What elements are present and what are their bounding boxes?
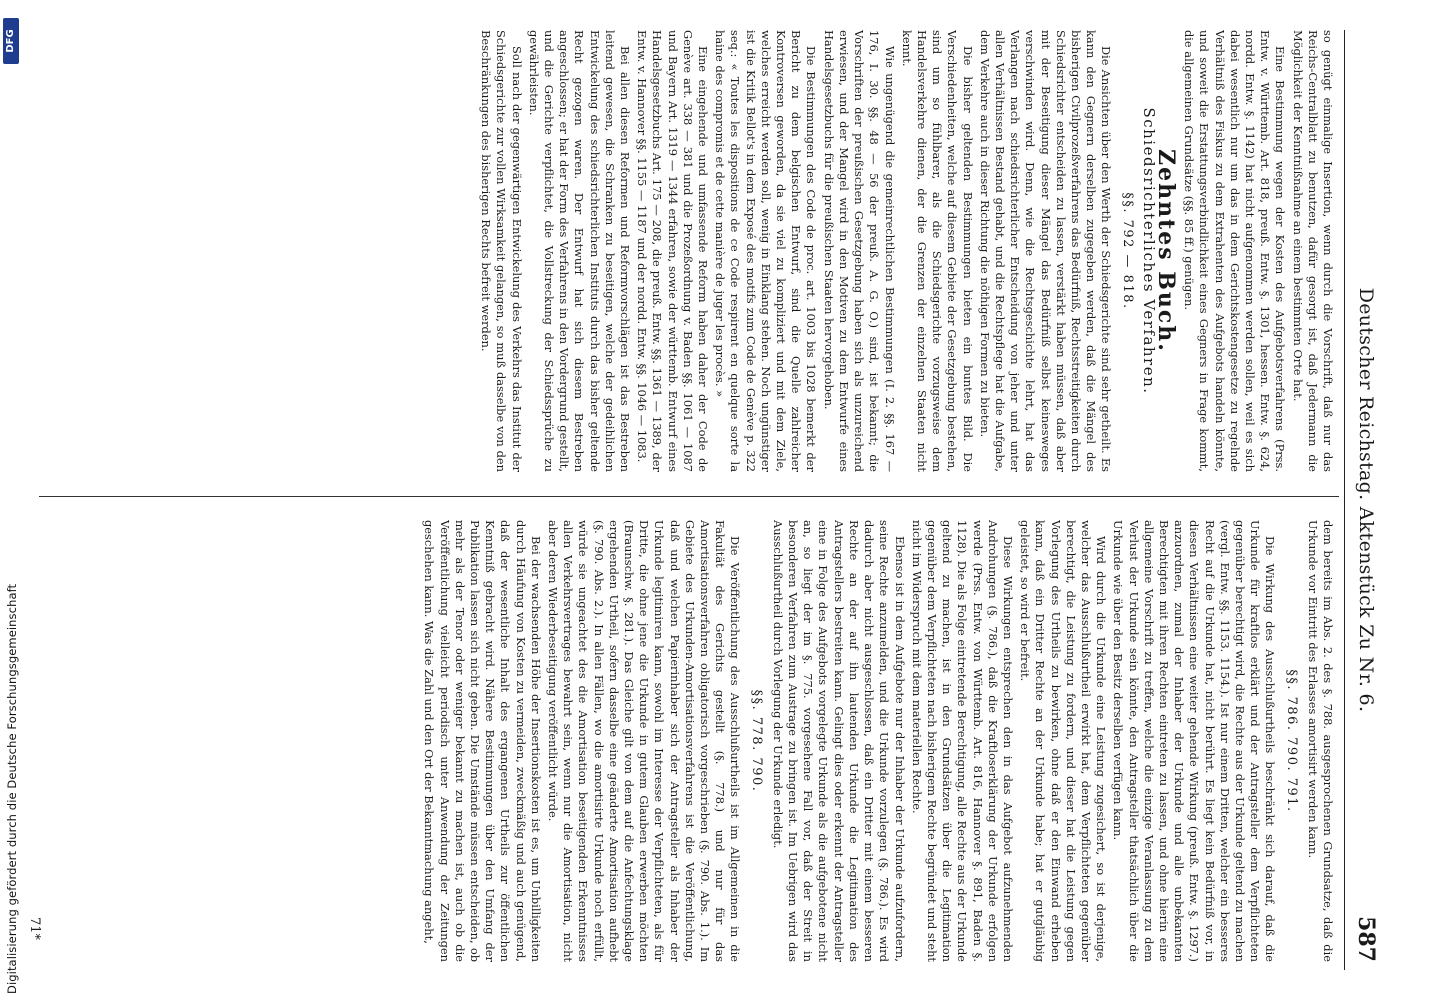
paragraph: Eine eingehende und umfassende Reform haben daher der Code de Genève art. 338 — 381 und die Prozeßordnung v. Baden §§. 1061 — 1087 und Bayern Art. 1319 — 1344 erfahren, sowie der württemb. Entwurf eines Handelsgesetzbuchs Art. 175 — 208, die preuß. Entw. §§. 1361 — 1389, der Entw. v. Hannover §§. 1155 — 1187 und der nordd. Entw. §§. 1046 — 1083.: [635, 30, 711, 472]
page-number: 587: [1353, 916, 1379, 962]
document-page: [13, 30, 1383, 970]
paragraph: Wird durch die Urkunde eine Leistung zugesichert, so ist derjenige, welcher das Ausschlußurtheil erwirkt hat, dem Verpflichteten gegenüber berechtigt, die Leistung zu fordern, und dieser hat die Leistung gegen Vorlegung des Urtheils zu bewirken, ohne daß er den Einwand erheben kann, daß ein Dritter Rechte an der Urkunde habe; hat er gutgläubig geleistet, so wird er befreit.: [1018, 520, 1109, 962]
paragraph: Wie ungenügend die gemeinrechtlichen Bestimmungen (I. 2. §§. 167 — 176, I. 30. §§. 48 — 56 der preuß. A. G. O.) sind, ist bekannt; die Vorschriften der preußischen Gesetzgebung haben sich als unzureichend erwiesen, und der Mangel wird in den Motiven zu dem Entwurfe eines Handelsgesetzbuchs für die preußischen Staaten hervorgehoben.: [821, 30, 897, 472]
digitization-credit: Digitalisierung gefördert durch die Deutsche Forschungsgemeinschaft: [5, 583, 19, 994]
paragraph: Bei der wachsenden Höhe der Insertionskosten ist es, um Unbilligkeiten durch Häufung von Kosten zu vermeiden, zweckmäßig und auch genügend, daß der wesentliche Inhalt des ergangenen Urtheils zur öffentlichen Kenntniß gebracht wird. Nähere Bestimmungen über den Umfang der Publikation lassen sich nicht geben. Die Umstände müssen entscheiden, ob mehr als der Tenor oder weniger bekannt zu machen ist, auch ob die Veröffentlichung vielleicht periodisch unter Anwendung der Zeitungen geschehen kann. Was die Zahl und den Ort der Bekanntmachung angeht,: [422, 520, 543, 962]
printer-signature: 71*: [27, 916, 42, 940]
paragraph: Diese Wirkungen entsprechen den in das Aufgebot aufzunehmenden Androhungen (§. 786.), daß die Kraftloserklärung der Urkunde erfolgen werde (Prss. Entw. von Württemb. Art. 816, Hannover §. 891, Baden §. 1128). Die als Folge eintretende Berechtigung, alle Rechte aus der Urkunde geltend zu machen, ist in den Grundsätzen über die Legitimation gegenüber dem Verpflichteten nach bisherigem Rechte begründet und steht nicht im Widerspruch mit dem materiellen Rechte.: [909, 520, 1015, 962]
paragraph: Die bisher geltenden Bestimmungen bieten ein buntes Bild. Die Verschiedenheiten, welche auf diesem Gebiete der Gesetzgebung bestehen, sind um so fühlbarer, als die Schiedsgerichte vorzugsweise dem Handelsverkehre dienen, der die Grenzen der einzelnen Staaten nicht kennt.: [899, 30, 975, 472]
paragraph: Die Veröffentlichung des Ausschlußurtheils ist im Allgemeinen in die Fakultät des Gerichts gestellt (§. 778.) und nur für das Amortisationsverfahren obligatorisch vorgeschrieben (§. 790. Abs. 1.). Im Gebiete des Urkunden-Amortisationsverfahrens ist die Veröffentlichung, daß und welchen Papierinhaber sich der Antragsteller als Inhaber der Urkunde legitimiren kann, sowohl im Interesse der Verpflichteten, als für Dritte, die ohne jene die Urkunde in gutem Glauben erwerben möchten (Braunschw. §. 281.). Das Gleiche gilt von dem auf die Anfechtungsklage ergehenden Urtheil, sofern dasselbe eine geänderte Amortisation aufhebt (§. 790. Abs. 2.). In allen Fällen, wo die amortisirte Urkunde noch erfüllt, würde sie ungeachtet des die Amortisation beseitigenden Erkenntnisses allen Verkehrsvertrages bewahrt sein, wenn nur die Amortisation, nicht aber deren Wiederbeseitigung veröffentlicht würde.: [546, 520, 743, 962]
running-title: Deutscher Reichstag. Aktenstück Zu Nr. 6.: [1355, 287, 1377, 713]
column-right-of-page: [35, 30, 1335, 472]
dfg-logo: DFG: [3, 18, 19, 64]
paragraph: so genügt einmalige Insertion, wenn durch die Vorschrift, daß nur das Reichs-Centralblatt zu benutzen, dafür gesorgt ist, daß Jedermann die Möglichkeit der Kenntnißnahme an einem bestimmten Orte hat.: [1290, 30, 1335, 472]
paragraph: Die Ansichten über den Werth der Schiedsgerichte sind sehr getheilt. Es kann den Gegnern derselben zugegeben werden, daß die Mängel des bisherigen Civilprozeßverfahrens das Bedürfniß, Rechtsstreitigkeiten durch Schiedsrichter entscheiden zu lassen, verstärkt haben müssen, daß aber mit der Beseitigung dieser Mängel das Bedürfniß selbst keinesweges verschwinden wird. Denn, wie die Rechtsgeschichte lehrt, hat das Verlangen nach schiedsrichterlicher Entscheidung von jeher und unter allen Verhältnissen Bestand gehabt, und die Rechtspflege hat die Aufgabe, dem Verkehre auch in dieser Richtung die nöthigen Formen zu bieten.: [977, 30, 1114, 472]
footer-margin: [0, 0, 30, 1000]
paragraph: Eine Bestimmung wegen der Kosten des Aufgebotsverfahrens (Prss. Entw. v. Württemb. Art. 818, preuß. Entw. §. 1301, hessen. Entw. §. 624, nordd. Entw. §. 1142) hat nicht aufgenommen werden sollen, weil es sich dabei wesentlich nur um das in dem Gerichtskostengesetze zu regelnde Verhältniß des Fiskus zu dem Extrahenten des Aufgebots handeln könnte, und soweit die Erstattungsverbindlichkeit eines Gegners in Frage kommt, die allgemeinen Grundsätze (§§. 85 ff.) genügen.: [1182, 30, 1288, 472]
book-heading: Zehntes Buch.: [1152, 149, 1179, 353]
column-left-of-page: [35, 520, 1335, 962]
paragraph: Soll nach der gegenwärtigen Entwickelung des Verkehrs das Institut der Schiedsgerichte zur vollen Wirksamkeit gelangen, so muß dasselbe von den Beschränkungen des bisherigen Rechts befreit werden.: [479, 30, 524, 472]
paragraph: Die Wirkung des Ausschlußurtheils beschränkt sich darauf, daß die Urkunde für kraftlos erklärt und der Antragsteller dem Verpflichteten gegenüber berechtigt wird, die Rechte aus der Urkunde geltend zu machen (vergl. Entw. §§. 1153. 1154.). Ist nur einem Dritten, welcher ein besseres Recht auf die Urkunde hat, nicht berührt. Es liegt kein Bedürfniß vor, in diesen Verhältnissen eine weiter gehende Wirkung (preuß. Entw. §. 1297.) anzuordnen, zumal der Inhaber der Urkunde und alle unbekannten Berechtigten mit ihren Rechten eintreten zu lassen, und ohne hierin eine allgemeine Vorschrift zu treffen, welche die einzige Veranlassung zu dem Verlust der Urkunde sein könnte, den Antragsteller thatsächlich über die Urkunde wie über den Besitz derselben verfügen kann.: [1111, 520, 1278, 962]
section-heading: §§. 778. 790.: [748, 689, 764, 793]
page-header: [1344, 30, 1383, 970]
paragraph: Bei allen diesen Reformen und Reformvorschlägen ist das Bestreben leitend gewesen, die Schranken zu beseitigen, welche der gedeihlichen Entwickelung des schiedsrichterlichen Instituts durch das bisher geltende Recht gezogen waren. Der Entwurf hat sich diesem Bestreben angeschlossen; er hat der Form des Verfahrens in den Vordergrund gestellt, und die Gerichte verpflichtet, die Vollstreckung der Schiedssprüche zu gewährleisten.: [526, 30, 633, 472]
footer-rotor: [0, 0, 30, 1000]
section-heading: §§. 792 — 818.: [1119, 192, 1135, 310]
book-subheading: Schiedsrichterliches Verfahren.: [1139, 107, 1158, 395]
paragraph: Ebenso ist in dem Aufgebote nur der Inhaber der Urkunde aufzufordern, seine Rechte anzumelden, und die Urkunde vorzulegen (§. 786.). Es wird dadurch aber nicht ausgeschlossen, daß ein Dritter mit einem besseren Rechte an der auf ihn lautenden Urkunde die Legitimation des Antragstellers bestreiten kann. Gelingt dies oder erkennt der Antragsteller eine in Folge des Aufgebots vorgelegte Urkunde als die aufgebotene nicht an, so liegt der im §. 775. vorgesehene Fall vor, daß der Streit in besonderen Verfahren zum Austrage zu bringen ist. Im Uebrigen wird das Ausschlußurtheil durch Vorlegung der Urkunde erledigt.: [770, 520, 907, 962]
footer-strip: [0, 0, 30, 1000]
section-heading: §§. 786. 790. 791.: [1283, 669, 1299, 813]
paragraph: dem bereits im Abs. 2. des §. 788. ausgesprochenen Grundsatze, daß die Urkunde vor Eintritt des Erlasses amortisirt werden kann.: [1305, 520, 1335, 962]
column-divider: [39, 496, 1339, 497]
paragraph: Die Bestimmungen des Code de proc. art. 1003 bis 1028 bemerkt der Bericht zu dem belgischen Entwurf, sind die Quelle zahlreicher Kontroversen geworden, da sie viel zu kompliziert und mit dem Ziele, welches erreicht werden soll, wenig in Einklang stehen. Noch ungünstiger ist die Kritik Bellot's in dem Exposé des motifs zum Code de Genève p. 322 seq.: « Toutes les dispositions de ce Code respirent en quelque sorte la haine des compromis et de cette manière de juger les procès. »: [713, 30, 819, 472]
